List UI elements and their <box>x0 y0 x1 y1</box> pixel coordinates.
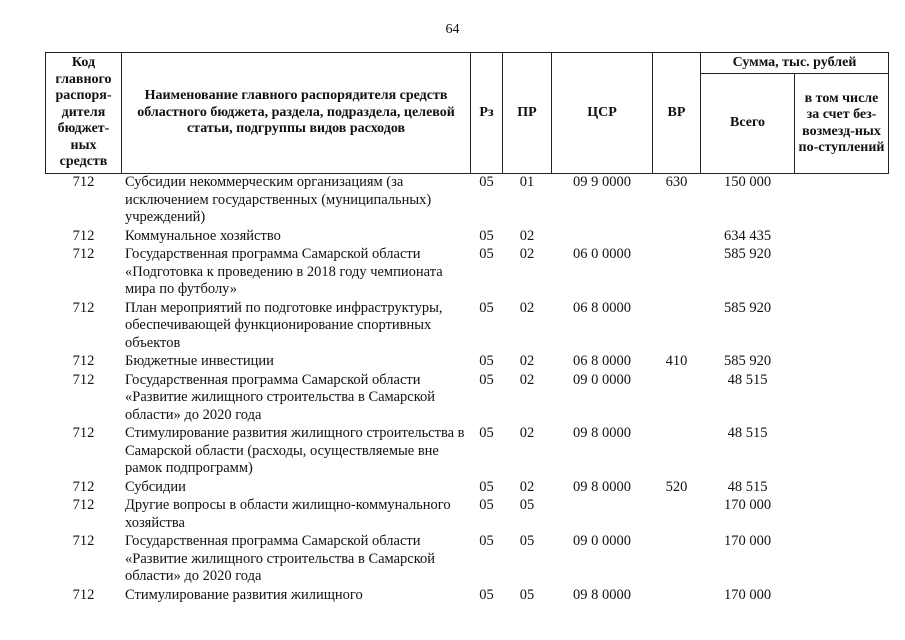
cell-csr: 09 8 0000 <box>573 478 631 495</box>
budget-table <box>45 52 889 605</box>
cell-total: 48 515 <box>727 425 768 441</box>
cell-incl <box>795 228 889 247</box>
cell-pr: 02 <box>519 299 535 316</box>
table-row <box>46 533 889 587</box>
cell-pr: 02 <box>519 425 535 441</box>
cell-incl <box>795 174 889 228</box>
cell-pr: 05 <box>519 497 535 513</box>
cell-name: Государственная программа Самарской области «Подготовка к проведению в 2018 году чемпионата мира по футболу» <box>125 246 443 297</box>
header-rz: Рз <box>471 53 503 174</box>
cell-total: 150 000 <box>723 174 772 190</box>
cell-csr <box>552 228 653 247</box>
cell-vr <box>653 533 701 587</box>
cell-pr: 05 <box>519 533 535 549</box>
cell-name: Государственная программа Самарской области «Развитие жилищного строительства в Самарской области» до 2020 года <box>125 371 436 423</box>
cell-code: 712 <box>72 371 95 388</box>
cell-vr <box>653 228 701 247</box>
cell-total: 634 435 <box>723 227 772 244</box>
cell-vr: 410 <box>665 353 688 369</box>
cell-name: Государственная программа Самарской области «Развитие жилищного строительства в Самарской области» до 2020 года <box>125 533 436 584</box>
cell-name: Другие вопросы в области жилищно-коммунального хозяйства <box>125 497 451 531</box>
cell-code: 712 <box>72 425 95 441</box>
cell-rz: 05 <box>479 533 494 549</box>
table-row <box>46 425 889 479</box>
cell-pr: 05 <box>519 586 535 603</box>
cell-csr: 06 8 0000 <box>573 299 631 316</box>
cell-csr: 06 8 0000 <box>573 353 631 369</box>
table-row <box>46 372 889 426</box>
cell-incl <box>795 246 889 300</box>
table-row <box>46 587 889 606</box>
cell-incl <box>795 425 889 479</box>
cell-total: 48 515 <box>727 478 768 495</box>
table-header <box>46 53 889 174</box>
cell-total: 585 920 <box>723 353 772 369</box>
cell-rz: 05 <box>479 246 494 262</box>
cell-code: 712 <box>72 299 95 316</box>
cell-code: 712 <box>72 174 95 190</box>
cell-rz: 05 <box>479 586 494 603</box>
table-row <box>46 497 889 533</box>
cell-name: Стимулирование развития жилищного <box>125 586 363 603</box>
cell-code: 712 <box>72 586 95 603</box>
cell-csr <box>552 497 653 533</box>
cell-csr: 09 8 0000 <box>573 425 631 441</box>
table-body <box>46 174 889 606</box>
cell-rz: 05 <box>479 478 494 495</box>
header-code: Код главного распоря-дителя бюджет-ных средств <box>46 53 122 174</box>
cell-rz: 05 <box>479 371 494 388</box>
cell-vr <box>653 372 701 426</box>
cell-vr <box>653 587 701 606</box>
cell-rz: 05 <box>479 497 494 513</box>
cell-pr: 02 <box>519 371 535 388</box>
cell-total: 170 000 <box>723 586 772 603</box>
cell-code: 712 <box>72 227 95 244</box>
cell-pr: 01 <box>519 174 535 190</box>
cell-vr: 520 <box>665 478 688 495</box>
cell-name: Стимулирование развития жилищного строительства в Самарской области (расходы, осуществляемые вне рамок подпрограмм) <box>125 425 465 476</box>
cell-pr: 02 <box>519 246 535 262</box>
cell-pr: 02 <box>519 227 535 244</box>
cell-total: 170 000 <box>723 497 772 513</box>
cell-code: 712 <box>72 478 95 495</box>
cell-incl <box>795 353 889 372</box>
cell-name: Субсидии некоммерческим организациям (за исключением государственных (муниципальных) учреждений) <box>125 174 432 225</box>
table-row <box>46 228 889 247</box>
cell-vr <box>653 425 701 479</box>
cell-rz: 05 <box>479 174 494 190</box>
cell-name: Субсидии <box>125 478 186 495</box>
cell-rz: 05 <box>479 299 494 316</box>
cell-incl <box>795 372 889 426</box>
cell-incl <box>795 300 889 354</box>
cell-vr: 630 <box>665 174 688 190</box>
page-number: 64 <box>445 22 460 37</box>
cell-incl <box>795 587 889 606</box>
table-row <box>46 353 889 372</box>
cell-incl <box>795 497 889 533</box>
header-sum-group: Сумма, тыс. рублей <box>701 53 889 74</box>
header-csr: ЦСР <box>552 53 653 174</box>
cell-code: 712 <box>72 353 95 369</box>
cell-name: Бюджетные инвестиции <box>125 353 274 369</box>
cell-csr: 09 0 0000 <box>573 371 631 388</box>
cell-csr: 09 0 0000 <box>573 533 631 549</box>
cell-code: 712 <box>72 533 95 549</box>
cell-code: 712 <box>72 246 95 262</box>
table-row <box>46 246 889 300</box>
table-row <box>46 479 889 498</box>
cell-code: 712 <box>72 497 95 513</box>
cell-total: 170 000 <box>723 533 772 549</box>
header-total: Всего <box>701 74 795 174</box>
cell-total: 48 515 <box>727 371 768 388</box>
cell-total: 585 920 <box>723 299 772 316</box>
cell-rz: 05 <box>479 425 494 441</box>
cell-incl <box>795 533 889 587</box>
cell-vr <box>653 246 701 300</box>
header-pr: ПР <box>503 53 552 174</box>
header-name: Наименование главного распорядителя средств областного бюджета, раздела, подраздела, целевой статьи, подгруппы видов расходов <box>122 53 471 174</box>
cell-vr <box>653 300 701 354</box>
table-row <box>46 174 889 228</box>
cell-name: План мероприятий по подготовке инфраструктуры, обеспечивающей функционирование спортивных объектов <box>125 299 443 351</box>
table-row <box>46 300 889 354</box>
cell-csr: 09 9 0000 <box>573 174 631 190</box>
cell-pr: 02 <box>519 353 535 369</box>
cell-csr: 06 0 0000 <box>573 246 631 262</box>
cell-rz: 05 <box>479 227 494 244</box>
cell-rz: 05 <box>479 353 494 369</box>
cell-pr: 02 <box>519 478 535 495</box>
cell-incl <box>795 479 889 498</box>
cell-total: 585 920 <box>723 246 772 262</box>
header-vr: ВР <box>653 53 701 174</box>
header-including: в том числе за счет без-возмезд-ных по-ступлений <box>795 74 889 174</box>
cell-name: Коммунальное хозяйство <box>125 227 281 244</box>
cell-csr: 09 8 0000 <box>573 586 631 603</box>
cell-vr <box>653 497 701 533</box>
